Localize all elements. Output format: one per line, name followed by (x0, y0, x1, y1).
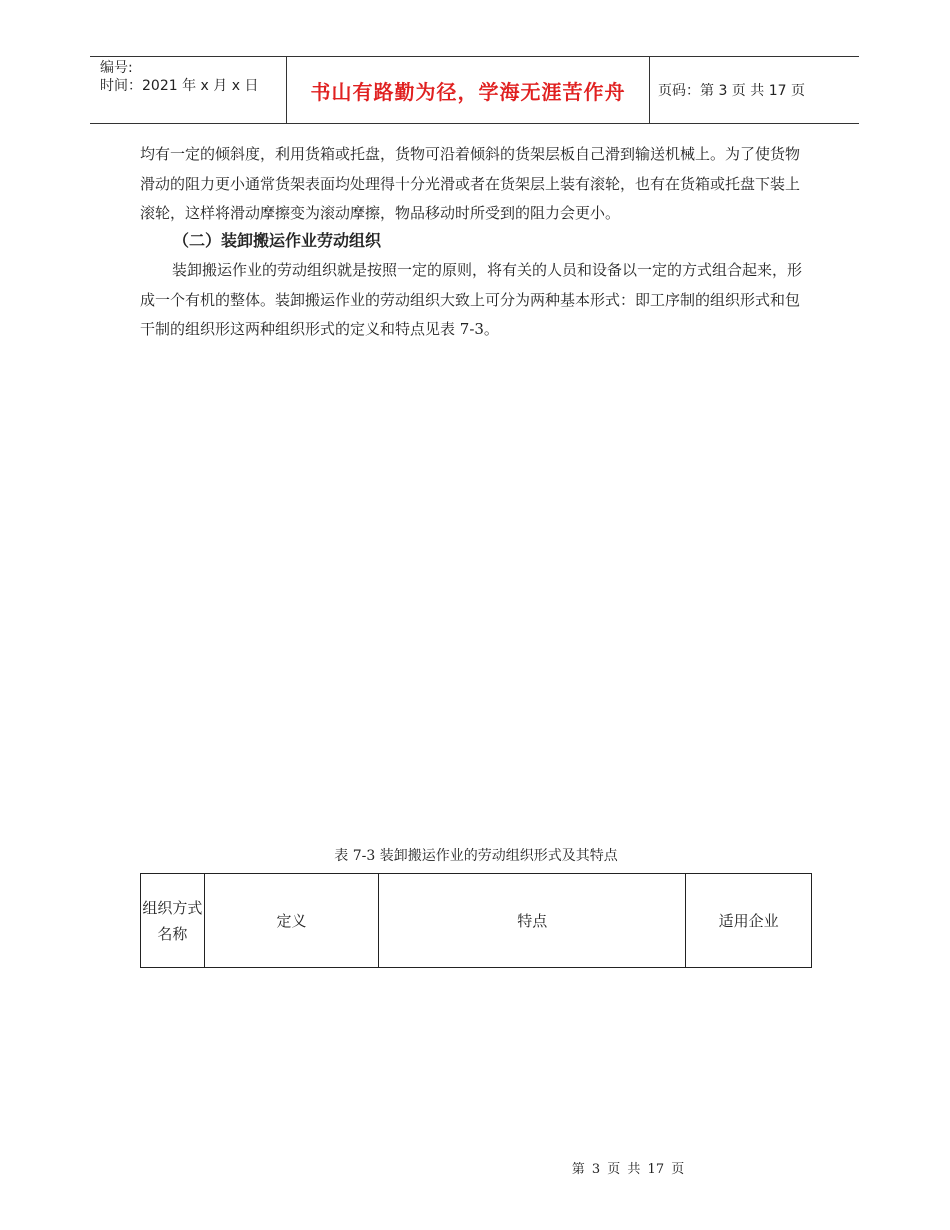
column-header-applicable-enterprise: 适用企业 (686, 874, 812, 968)
header-meta (100, 59, 258, 95)
header-page-info: 页码：第 3 页 共 17 页 (658, 83, 805, 99)
table-caption: 表 7-3 装卸搬运作业的劳动组织形式及其特点 (334, 848, 618, 864)
table-header-row (141, 874, 812, 968)
column-header-organization-name: 组织方式名称 (141, 874, 205, 968)
document-number-label: 编号: (100, 60, 133, 76)
paragraph: 均有一定的倾斜度，利用货箱或托盘，货物可沿着倾斜的货架层板自己滑到输送机械上。为了使货物滑动的阻力更小通常货架表面均处理得十分光滑或者在货架层上装有滚轮，也有在货箱或托盘下装上滚轮，这样将滑动摩擦变为滚动摩擦，物品移动时所受到的阻力会更小。 (140, 145, 801, 222)
page-header (90, 56, 859, 124)
paragraph: 装卸搬运作业的劳动组织就是按照一定的原则，将有关的人员和设备以一定的方式组合起来，形成一个有机的整体。装卸搬运作业的劳动组织大致上可分为两种基本形式：即工序制的组织形式和包干制的组织形这两种组织形式的定义和特点见表 7-3。 (140, 261, 803, 338)
header-motto: 书山有路勤为径，学海无涯苦作舟 (310, 79, 626, 104)
header-divider (649, 57, 650, 123)
section-heading: （二）装卸搬运作业劳动组织 (173, 231, 382, 250)
column-header-features: 特点 (379, 874, 686, 968)
page-footer: 第 3 页 共 17 页 (571, 1162, 685, 1177)
column-header-definition: 定义 (204, 874, 378, 968)
document-time-label: 时间：2021 年 x 月 x 日 (100, 78, 259, 94)
organization-forms-table (140, 873, 812, 968)
